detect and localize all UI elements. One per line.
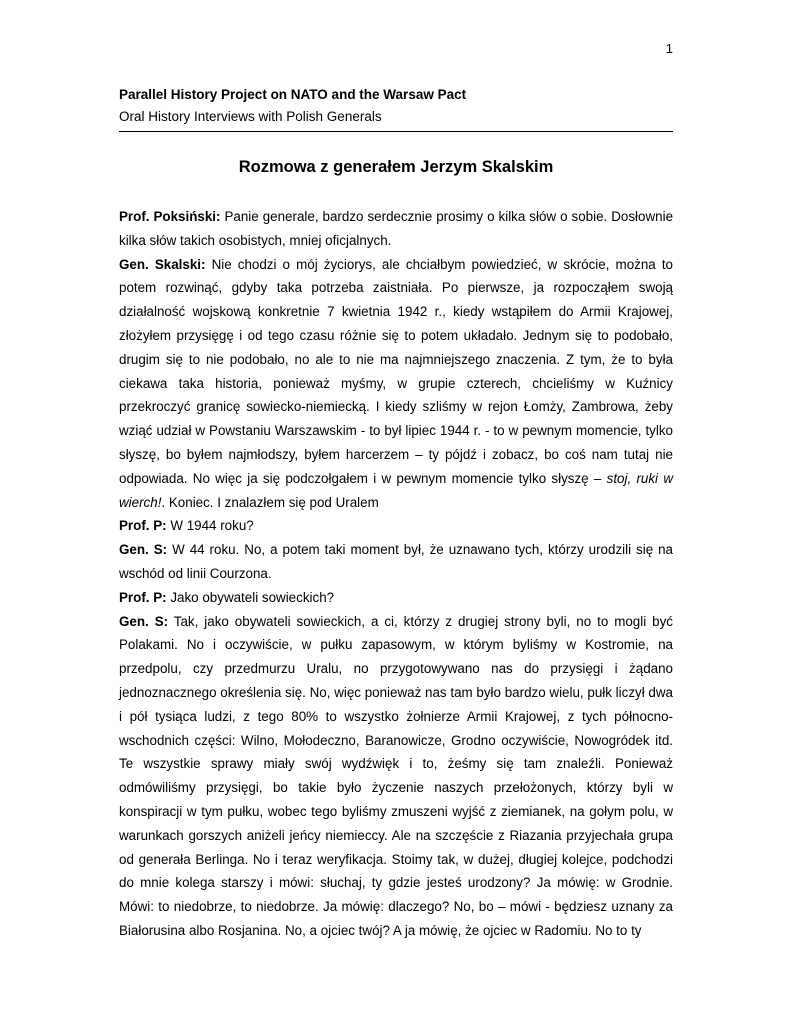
dialogue-paragraph <box>119 253 673 515</box>
header-title: Parallel History Project on NATO and the Warsaw Pact <box>119 87 467 102</box>
speaker-label: Prof. P: <box>119 589 167 605</box>
interview-transcript <box>119 205 673 943</box>
speech-italic: stoj, ruki w wierch! <box>119 470 673 510</box>
dialogue-paragraph <box>119 514 673 538</box>
speech-text: Jako obywateli sowieckich? <box>166 589 335 605</box>
speech-text-after: . Koniec. I znalazłem się pod Uralem <box>161 494 379 510</box>
speech-text: Nie chodzi o mój życiorys, ale chciałbym powiedzieć, w skrócie, można to potem rozwinąć, gdyby taka potrzeba zaistniała. Po pierwsze, ja rozpocząłem swoją działalność wojskową konkretnie 7 kwietnia 1942 r., kiedy wstąpiłem do Armii Krajowej, złożyłem przysięgę i od tego czasu różnie się to potem układało. Jednym się to podobało, drugim się to nie podobało, no ale to nie ma najmniejszego znaczenia. Z tym, że to była ciekawa taka historia, ponieważ myśmy, w grupie czterech, chcieliśmy w Kuźnicy przekroczyć granicę sowiecko-niemiecką. I kiedy szliśmy w rejon Łomży, Zambrowa, żeby wziąć udział w Powstaniu Warszawskim - to był lipiec 1944 r. - to w pewnym momencie, tylko słyszę, bo byłem najmłodszy, byłem harcerzem – ty pójdź i zobacz, bo coś nam tutaj nie odpowiada. No więc ja się podczołgałem i w pewnym momencie tylko słyszę – <box>119 256 673 486</box>
header-subtitle: Oral History Interviews with Polish Generals <box>119 109 382 124</box>
dialogue-paragraph <box>119 538 673 586</box>
dialogue-paragraph <box>119 586 673 610</box>
speech-text: Panie generale, bardzo serdecznie prosimy o kilka słów o sobie. Dosłownie kilka słów takich osobistych, mniej oficjalnych. <box>119 209 674 248</box>
page-number: 1 <box>665 41 673 56</box>
speaker-label: Prof. Poksiński: <box>119 209 221 224</box>
speech-text: W 1944 roku? <box>166 518 254 534</box>
dialogue-paragraph <box>119 205 673 253</box>
speaker-label: Gen. S: <box>119 542 168 558</box>
document-header <box>119 84 673 128</box>
speaker-label: Gen. S: <box>119 613 169 629</box>
speech-text: Tak, jako obywateli sowieckich, a ci, którzy z drugiej strony byli, no to mogli być Polakami. No i oczywiście, w pułku zapasowym, w którym byliśmy w Kostromie, na przedpolu, czy przedmurzu Uralu, no przygotowywano nas do przysięgi i żądano jednoznacznego określenia się. No, więc ponieważ nas tam było bardzo wielu, pułk liczył dwa i pół tysiąca ludzi, z tego 80% to wszystko żołnierze Armii Krajowej, z tych północno-wschodnich części: Wilno, Mołodeczno, Baranowicze, Grodno oczywiście, Nowogródek itd. Te wszystkie sprawy miały swój wydźwięk i to, żeśmy się tam znaleźli. Ponieważ odmówiliśmy przysięgi, bo takie było życzenie naszych przełożonych, którzy byli w konspiracji w tym pułku, wobec tego byliśmy zmuszeni wyjść z ziemianek, na gołym polu, w warunkach gorszych aniżeli jeńcy niemieccy. Ale na szczęście z Riazania przyjechała grupa od generała Berlinga. No i teraz weryfikacja. Stoimy tak, w dużej, długiej kolejce, podchodzi do mnie kolega starszy i mówi: słuchaj, ty gdzie jesteś urodzony? Ja mówię: w Grodnie. Mówi: to niedobrze, to niedobrze. Ja mówię: dlaczego? No, bo – mówi - będziesz uznany za Białorusina albo Rosjanina. No, a ojciec twój? A ja mówię, że ojciec w Radomiu. No to ty <box>119 613 673 938</box>
speaker-label: Gen. Skalski: <box>119 256 206 272</box>
document-title: Rozmowa z generałem Jerzym Skalskim <box>238 158 554 176</box>
header-divider <box>119 131 673 132</box>
speaker-label: Prof. P: <box>119 518 167 534</box>
speech-text: W 44 roku. No, a potem taki moment był, że uznawano tych, którzy urodzili się na wschód od linii Courzona. <box>119 542 673 581</box>
dialogue-paragraph <box>119 610 673 943</box>
